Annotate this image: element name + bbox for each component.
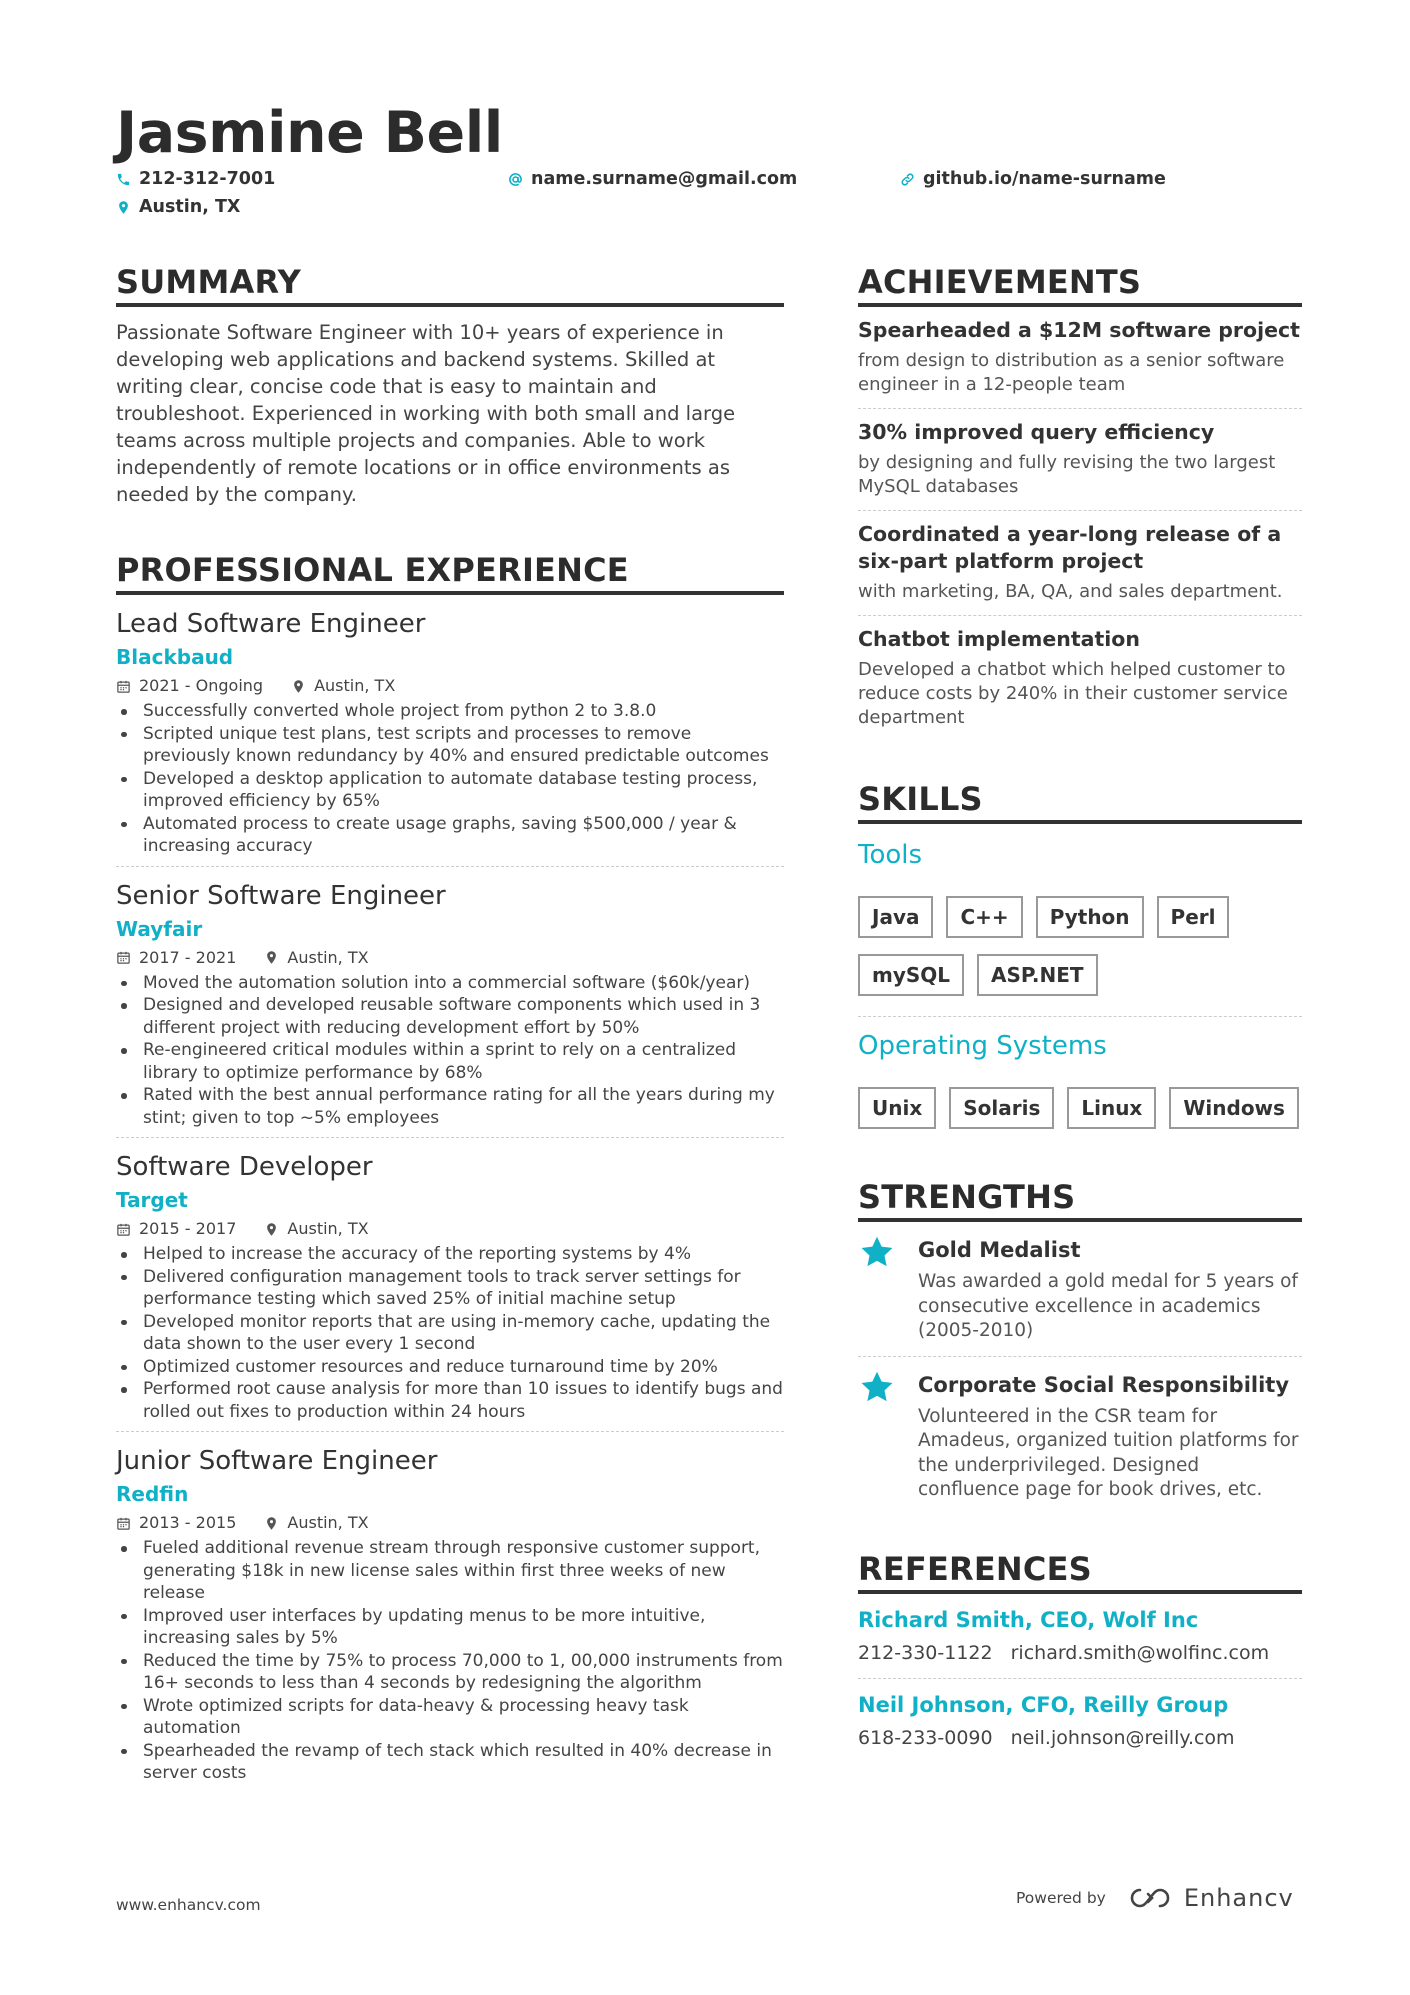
phone-contact bbox=[116, 167, 275, 191]
website-contact[interactable] bbox=[900, 167, 1166, 191]
summary-text: Passionate Software Engineer with 10+ years of experience in developing web applications and backend systems. Skilled at writing clear, concise code that is easy to maintain and troubleshoot. Experienced in working with both small and large teams across multiple projects and companies. Able to work independently of remote locations or in office environments as needed by the company. bbox=[116, 321, 736, 506]
email-contact[interactable] bbox=[508, 167, 797, 191]
strength-item bbox=[858, 1222, 1302, 1356]
experience-section bbox=[116, 550, 784, 1785]
job-bullet: Rated with the best annual performance rating for all the years during my stint; given to top ~5% employees bbox=[116, 1084, 784, 1129]
job-bullet: Optimized customer resources and reduce turnaround time by 20% bbox=[116, 1356, 784, 1379]
job-bullet: Improved user interfaces by updating menus to be more intuitive, increasing sales by 5% bbox=[116, 1605, 784, 1650]
job-meta bbox=[116, 1218, 784, 1240]
strength-item bbox=[858, 1356, 1302, 1515]
skill-chip: Windows bbox=[1169, 1087, 1299, 1129]
job-bullet: Developed a desktop application to automate database testing process, improved efficiency by 65% bbox=[116, 768, 784, 813]
reference-email[interactable]: neil.johnson@reilly.com bbox=[1010, 1726, 1235, 1749]
job-bullet: Re-engineered critical modules within a sprint to rely on a centralized library to optimize performance by 68% bbox=[116, 1039, 784, 1084]
job-location bbox=[264, 1512, 368, 1534]
at-icon bbox=[508, 172, 523, 187]
job-title: Senior Software Engineer bbox=[116, 880, 446, 911]
job-bullet: Spearheaded the revamp of tech stack which resulted in 40% decrease in server costs bbox=[116, 1740, 784, 1785]
job-location-text: Austin, TX bbox=[287, 1219, 369, 1238]
brand-logo[interactable] bbox=[1128, 1884, 1294, 1912]
location-pin-icon bbox=[291, 679, 306, 694]
job-meta bbox=[116, 1512, 784, 1534]
achievement-item bbox=[858, 615, 1302, 741]
skill-chip: Perl bbox=[1157, 896, 1230, 938]
job-bullet: Helped to increase the accuracy of the reporting systems by 4% bbox=[116, 1243, 784, 1266]
job-dates bbox=[116, 947, 236, 969]
company-name: Redfin bbox=[116, 1482, 189, 1506]
company-name: Wayfair bbox=[116, 916, 203, 941]
job-location bbox=[264, 947, 368, 969]
job-bullet: Scripted unique test plans, test scripts and processes to remove previously known redundancy by 40% and ensured predictable outcomes bbox=[116, 723, 784, 768]
candidate-name: Jasmine Bell bbox=[116, 100, 503, 166]
achievement-title: Chatbot implementation bbox=[858, 627, 1140, 651]
reference-email[interactable]: richard.smith@wolfinc.com bbox=[1010, 1641, 1270, 1664]
job-meta bbox=[116, 947, 784, 969]
experience-title: PROFESSIONAL EXPERIENCE bbox=[116, 550, 784, 595]
star-icon bbox=[858, 1234, 896, 1270]
references-list bbox=[858, 1594, 1302, 1763]
job-bullet: Moved the automation solution into a commercial software ($60k/year) bbox=[116, 972, 784, 995]
calendar-icon bbox=[116, 1222, 131, 1237]
skills-os-label: Operating Systems bbox=[858, 1031, 1107, 1061]
skill-chip: Python bbox=[1036, 896, 1144, 938]
reference-name: Neil Johnson, CFO, Reilly Group bbox=[858, 1692, 1229, 1717]
website-text: github.io/name-surname bbox=[923, 169, 1166, 189]
reference-item bbox=[858, 1594, 1302, 1678]
strength-title: Gold Medalist bbox=[918, 1238, 1081, 1262]
location-text: Austin, TX bbox=[139, 197, 241, 217]
footer-powered bbox=[1016, 1884, 1294, 1912]
location-contact bbox=[116, 195, 240, 219]
job-bullet: Reduced the time by 75% to process 70,000 to 1, 00,000 instruments from 16+ seconds to less than 4 seconds by redesigning the algorithm bbox=[116, 1650, 784, 1695]
job-title: Software Developer bbox=[116, 1152, 373, 1182]
skill-chip: ASP.NET bbox=[977, 954, 1098, 996]
skill-chip: Linux bbox=[1067, 1087, 1156, 1129]
reference-name: Richard Smith, CEO, Wolf Inc bbox=[858, 1607, 1199, 1632]
achievements-title: ACHIEVEMENTS bbox=[858, 262, 1302, 307]
strength-title: Corporate Social Responsibility bbox=[918, 1372, 1290, 1397]
job-title: Lead Software Engineer bbox=[116, 609, 426, 639]
job-bullet: Successfully converted whole project from python 2 to 3.8.0 bbox=[116, 700, 784, 723]
calendar-icon bbox=[116, 1516, 131, 1531]
link-icon bbox=[900, 172, 915, 187]
skill-chip: Java bbox=[858, 896, 933, 938]
footer-website[interactable]: www.enhancv.com bbox=[116, 1896, 261, 1914]
job-dates bbox=[116, 675, 263, 697]
job-bullet: Performed root cause analysis for more than 10 issues to identify bugs and rolled out fixes to production within 24 hours bbox=[116, 1378, 784, 1423]
job-title: Junior Software Engineer bbox=[116, 1446, 438, 1476]
job-location-text: Austin, TX bbox=[287, 947, 369, 967]
strengths-section bbox=[858, 1177, 1302, 1515]
brand-name: Enhancv bbox=[1183, 1884, 1294, 1912]
location-pin-icon bbox=[264, 1222, 279, 1237]
achievement-item bbox=[858, 510, 1302, 615]
star-icon bbox=[858, 1369, 896, 1405]
job-location-text: Austin, TX bbox=[287, 1513, 369, 1532]
job-dates bbox=[116, 1512, 236, 1534]
skills-section bbox=[858, 779, 1302, 1149]
strength-body bbox=[918, 1236, 1302, 1344]
achievement-title: 30% improved query efficiency bbox=[858, 420, 1215, 444]
skill-chip: Unix bbox=[858, 1087, 936, 1129]
job-bullets bbox=[116, 1537, 784, 1785]
skill-chip: C++ bbox=[946, 896, 1022, 938]
experience-item bbox=[116, 1137, 784, 1423]
strengths-list bbox=[858, 1222, 1302, 1515]
achievement-desc: from design to distribution as a senior software engineer in a 12-people team bbox=[858, 350, 1285, 395]
strengths-title: STRENGTHS bbox=[858, 1177, 1302, 1222]
skill-chip: Solaris bbox=[949, 1087, 1054, 1129]
job-bullets bbox=[116, 1243, 784, 1423]
skills-tools-label: Tools bbox=[858, 840, 923, 870]
job-dates-text: 2021 - Ongoing bbox=[139, 676, 264, 695]
experience-item bbox=[116, 866, 784, 1130]
job-bullet: Fueled additional revenue stream through responsive customer support, generating $18k in new license sales within first three weeks of new release bbox=[116, 1537, 784, 1605]
job-bullet: Delivered configuration management tools to track server settings for performance testing which saved 25% of initial machine setup bbox=[116, 1266, 784, 1311]
job-location bbox=[291, 675, 395, 697]
job-location bbox=[264, 1218, 368, 1240]
strength-desc: Was awarded a gold medal for 5 years of consecutive excellence in academics (2005-2010) bbox=[918, 1271, 1298, 1341]
phone-icon bbox=[116, 172, 131, 187]
enhancv-logo-icon bbox=[1128, 1886, 1174, 1910]
phone-text: 212-312-7001 bbox=[139, 169, 276, 189]
achievement-item bbox=[858, 408, 1302, 510]
reference-phone: 618-233-0090 bbox=[858, 1726, 993, 1749]
company-name: Blackbaud bbox=[116, 645, 234, 669]
job-bullets bbox=[116, 972, 784, 1130]
location-pin-icon bbox=[116, 200, 131, 215]
location-pin-icon bbox=[264, 950, 279, 965]
powered-by-text: Powered by bbox=[1016, 1889, 1106, 1907]
strength-icon-wrap bbox=[858, 1236, 918, 1344]
achievement-title: Coordinated a year-long release of a six-part platform project bbox=[858, 522, 1282, 573]
achievement-desc: Developed a chatbot which helped customer to reduce costs by 240% in their customer service department bbox=[858, 659, 1288, 728]
job-location-text: Austin, TX bbox=[314, 676, 396, 695]
strength-body bbox=[918, 1371, 1302, 1503]
references-title: REFERENCES bbox=[858, 1549, 1302, 1594]
job-dates-text: 2015 - 2017 bbox=[139, 1219, 237, 1238]
experience-item bbox=[116, 1431, 784, 1785]
job-dates-text: 2013 - 2015 bbox=[139, 1513, 237, 1532]
os-chip-list bbox=[858, 1087, 1302, 1149]
strength-desc: Volunteered in the CSR team for Amadeus, organized tuition platforms for the underprivileged. Designed confluence page for book drives, etc. bbox=[918, 1405, 1299, 1500]
job-dates-text: 2017 - 2021 bbox=[139, 947, 237, 967]
references-section bbox=[858, 1549, 1302, 1763]
email-text: name.surname@gmail.com bbox=[531, 169, 798, 189]
skill-chip: mySQL bbox=[858, 954, 964, 996]
reference-phone: 212-330-1122 bbox=[858, 1641, 993, 1664]
calendar-icon bbox=[116, 950, 131, 965]
achievement-title: Spearheaded a $12M software project bbox=[858, 318, 1300, 342]
reference-contact bbox=[858, 1725, 1302, 1751]
job-bullets bbox=[116, 700, 784, 858]
calendar-icon bbox=[116, 679, 131, 694]
tools-chip-list bbox=[858, 896, 1302, 1017]
experience-list bbox=[116, 595, 784, 1785]
job-meta bbox=[116, 675, 784, 697]
job-bullet: Wrote optimized scripts for data-heavy & processing heavy task automation bbox=[116, 1695, 784, 1740]
company-name: Target bbox=[116, 1188, 188, 1212]
experience-item bbox=[116, 595, 784, 858]
achievement-desc: with marketing, BA, QA, and sales department. bbox=[858, 581, 1283, 602]
strength-icon-wrap bbox=[858, 1371, 918, 1503]
job-bullet: Automated process to create usage graphs, saving $500,000 / year & increasing accuracy bbox=[116, 813, 784, 858]
achievements-list bbox=[858, 307, 1302, 741]
achievement-desc: by designing and fully revising the two largest MySQL databases bbox=[858, 452, 1276, 497]
left-column bbox=[116, 262, 784, 1785]
job-dates bbox=[116, 1218, 236, 1240]
reference-contact bbox=[858, 1640, 1302, 1666]
achievement-item bbox=[858, 307, 1302, 408]
job-bullet: Developed monitor reports that are using in-memory cache, updating the data shown to the user every 1 second bbox=[116, 1311, 784, 1356]
summary-title: SUMMARY bbox=[116, 262, 784, 307]
skills-title: SKILLS bbox=[858, 779, 1302, 824]
right-column bbox=[858, 262, 1302, 1763]
location-pin-icon bbox=[264, 1516, 279, 1531]
reference-item bbox=[858, 1678, 1302, 1763]
job-bullet: Designed and developed reusable software components which used in 3 different project with reducing development effort by 50% bbox=[116, 994, 784, 1039]
achievements-section bbox=[858, 262, 1302, 741]
summary-section bbox=[116, 262, 784, 508]
